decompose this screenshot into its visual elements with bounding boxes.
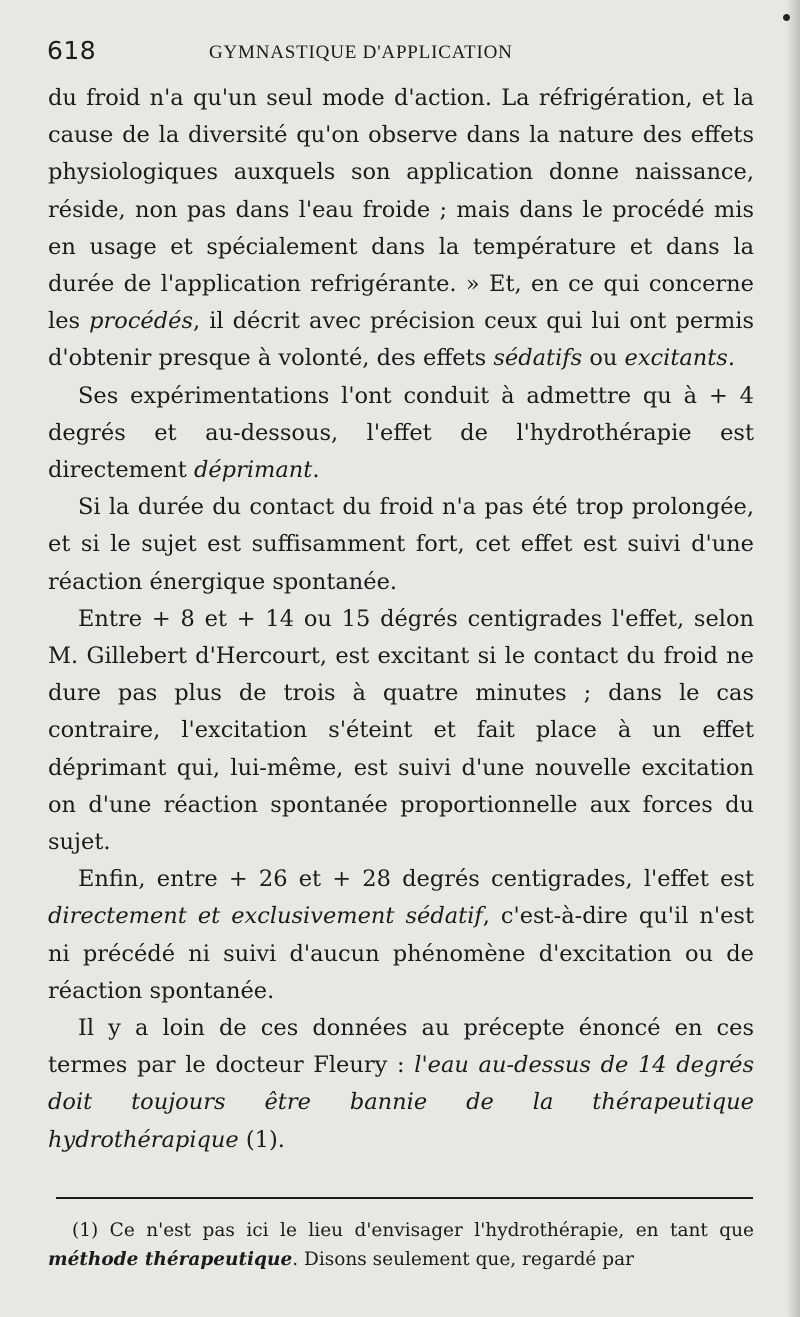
- paragraph-4: Entre + 8 et + 14 ou 15 dégrés centigrades l'effet, selon M. Gillebert d'Hercourt, est excitant si le contact du froid ne dure pas plus de trois à quatre minutes ; dans le cas contraire, l'excitation s'éteint et fait place à un effet déprimant qui, lui-même, est suivi d'une nouvelle excitation on d'une réaction spontanée proportionnelle aux forces du sujet.: [48, 605, 754, 856]
- italic-sedatifs: sédatifs: [493, 345, 583, 372]
- page-header: [47, 36, 753, 76]
- italic-fleury-quote: l'eau au-dessus de 14 degrés doit toujours être bannie de la thérapeutique hydrothérapique: [48, 1052, 755, 1153]
- running-title: GYMNASTIQUE D'APPLICATION: [209, 42, 513, 63]
- page-edge-shadow: [786, 0, 800, 1317]
- paragraph-3: Si la durée du contact du froid n'a pas été trop prolongée, et si le sujet est suffisamment fort, cet effet est suivi d'une réaction énergique spontanée.: [48, 494, 754, 595]
- italic-procedes: procédés: [89, 308, 193, 335]
- italic-sedatif-phrase: directement et exclusivement sédatif: [48, 903, 483, 930]
- footnote-divider: [56, 1197, 753, 1199]
- footnote-emphasis: méthode thérapeutique: [48, 1249, 293, 1270]
- italic-excitants: excitants: [624, 345, 728, 372]
- page-number: 618: [47, 36, 97, 65]
- paragraph-1: du froid n'a qu'un seul mode d'action. La réfrigération, et la cause de la diversité qu'on observe dans la nature des effets physiologiques auxquels son application donne naissance, réside, non pas dans l'eau froide ; mais dans le procédé mis en usage et spécialement dans la température et dans la durée de l'application refrigérante. » Et, en ce qui concerne les procédés, il décrit avec précision ceux qui lui ont permis d'obtenir presque à volonté, des effets sédatifs ou excitants.: [48, 85, 754, 372]
- ink-spot: [783, 14, 790, 21]
- paragraph-5: Enfin, entre + 26 et + 28 degrés centigrades, l'effet est directement et exclusivement sédatif, c'est-à-dire qu'il n'est ni précédé ni suivi d'aucun phénomène d'excitation ou de réaction spontanée.: [48, 866, 754, 1004]
- footnote-text: (1) Ce n'est pas ici le lieu d'envisager l'hydrothérapie, en tant que méthode thérapeutique. Disons seulement que, regardé par: [48, 1220, 754, 1270]
- footnote: [48, 1216, 754, 1274]
- paragraph-6: Il y a loin de ces données au précepte énoncé en ces termes par le docteur Fleury : l'eau au-dessus de 14 degrés doit toujours être bannie de la thérapeutique hydrothérapique (1).: [48, 1015, 755, 1153]
- paragraph-2: Ses expérimentations l'ont conduit à admettre qu à + 4 degrés et au-dessous, l'effet de l'hydrothérapie est directement déprimant.: [48, 382, 754, 484]
- body-text: [48, 80, 754, 1159]
- italic-deprimant: déprimant: [193, 457, 313, 484]
